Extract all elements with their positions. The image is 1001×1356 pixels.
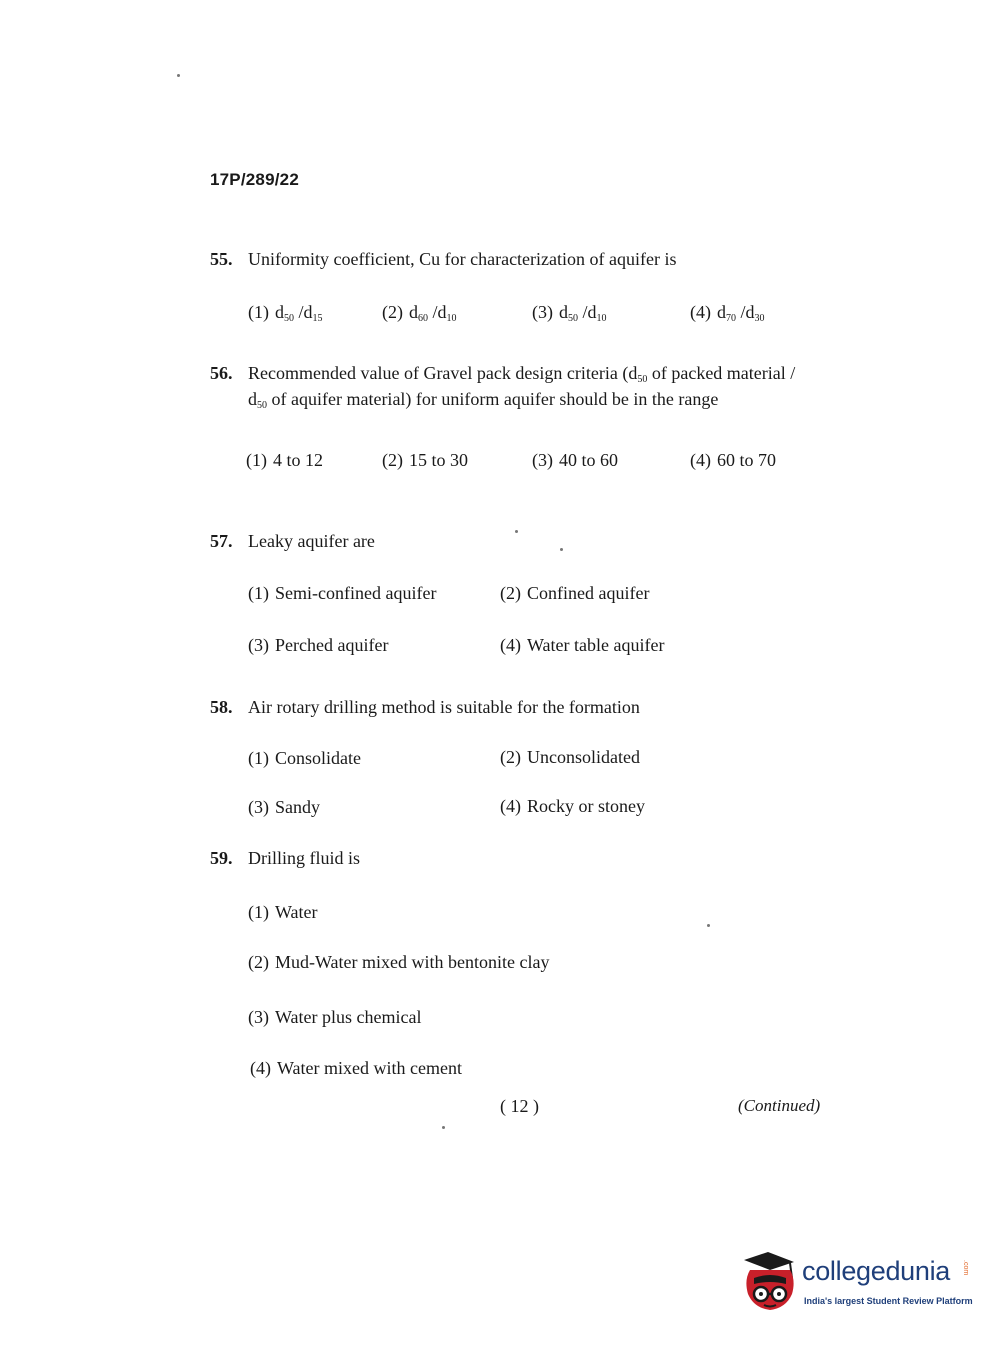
option-number: (4): [690, 302, 711, 322]
option-58-4[interactable]: [500, 794, 645, 818]
option-text: Water plus chemical: [275, 1007, 422, 1027]
option-number: (1): [248, 748, 269, 768]
option-number: (3): [532, 450, 553, 470]
option-text: 4 to 12: [273, 450, 324, 470]
question-number: 59.: [210, 848, 233, 868]
question-subscript: 50: [257, 400, 267, 411]
option-59-2[interactable]: [248, 950, 549, 974]
option-text: Water table aquifer: [527, 635, 665, 655]
continued-label: (Continued): [738, 1096, 821, 1115]
option-55-4[interactable]: [690, 300, 765, 324]
option-separator: /d: [736, 302, 755, 322]
option-number: (3): [248, 797, 269, 817]
option-56-4[interactable]: [690, 448, 776, 472]
option-number: (4): [500, 635, 521, 655]
question-text-part: Recommended value of Gravel pack design criteria (d: [248, 363, 638, 383]
option-57-4[interactable]: [500, 633, 664, 657]
option-subscript: 15: [312, 313, 323, 324]
option-59-3[interactable]: [248, 1005, 422, 1029]
question-number: 56.: [210, 363, 233, 383]
option-number: (4): [500, 796, 521, 816]
option-number: (3): [248, 1007, 269, 1027]
scan-speck: [442, 1126, 445, 1129]
option-number: (4): [690, 450, 711, 470]
option-separator: /d: [578, 302, 597, 322]
mascot-icon: [740, 1250, 802, 1320]
question-subscript: 50: [637, 374, 648, 385]
option-number: (2): [500, 747, 521, 767]
scan-speck: [560, 548, 563, 551]
brand-domain: .com: [962, 1260, 969, 1276]
option-text: Mud-Water mixed with bentonite clay: [275, 952, 550, 972]
option-text: Water: [275, 902, 318, 922]
option-subscript: 60: [418, 313, 428, 324]
option-number: (2): [500, 583, 521, 603]
option-56-3[interactable]: [532, 448, 618, 472]
question-text-part: of aquifer material) for uniform aquifer should be in the range: [267, 389, 719, 409]
question-text-part: of packed material /: [647, 363, 796, 383]
option-58-2[interactable]: [500, 745, 640, 769]
option-text: Consolidate: [275, 748, 361, 768]
brand-tagline: India's largest Student Review Platform: [804, 1296, 973, 1306]
option-55-3[interactable]: [532, 300, 607, 324]
scan-speck: [177, 74, 180, 77]
option-number: (1): [248, 583, 269, 603]
option-text: 60 to 70: [717, 450, 777, 470]
option-number: (2): [382, 302, 403, 322]
option-57-2[interactable]: [500, 581, 649, 605]
scan-speck: [707, 924, 710, 927]
option-separator: /d: [294, 302, 313, 322]
option-symbol: d: [559, 302, 568, 322]
scan-speck: [515, 530, 518, 533]
option-55-2[interactable]: [382, 300, 457, 324]
option-text: Semi-confined aquifer: [275, 583, 437, 603]
option-number: (2): [382, 450, 403, 470]
question-text: Air rotary drilling method is suitable for the formation: [248, 697, 640, 717]
question-text-part: d: [248, 389, 257, 409]
option-text: Water mixed with cement: [277, 1058, 462, 1078]
option-symbol: d: [717, 302, 726, 322]
option-58-1[interactable]: [248, 746, 361, 770]
option-separator: /d: [428, 302, 447, 322]
option-text: 40 to 60: [559, 450, 619, 470]
option-text: Perched aquifer: [275, 635, 389, 655]
collegedunia-logo: [740, 1250, 975, 1325]
brand-name: collegedunia: [802, 1256, 951, 1286]
question-text-line-2: [248, 386, 718, 412]
option-text: Confined aquifer: [527, 583, 650, 603]
option-subscript: 50: [568, 313, 578, 324]
option-text: 15 to 30: [409, 450, 469, 470]
option-56-2[interactable]: [382, 448, 468, 472]
option-59-4[interactable]: [250, 1056, 462, 1080]
question-text: Leaky aquifer are: [248, 531, 375, 551]
option-text: Rocky or stoney: [527, 796, 645, 816]
question-text: Drilling fluid is: [248, 848, 360, 868]
option-text: Unconsolidated: [527, 747, 640, 767]
option-56-1[interactable]: [246, 448, 323, 472]
option-59-1[interactable]: [248, 900, 318, 924]
option-number: (1): [248, 902, 269, 922]
paper-code: 17P/289/22: [210, 170, 299, 189]
option-number: (3): [532, 302, 553, 322]
option-subscript: 50: [284, 313, 294, 324]
option-subscript: 10: [596, 313, 607, 324]
option-number: (3): [248, 635, 269, 655]
option-55-1[interactable]: [248, 300, 323, 324]
option-number: (2): [248, 952, 269, 972]
option-symbol: d: [409, 302, 418, 322]
option-symbol: d: [275, 302, 284, 322]
question-text: [248, 360, 795, 386]
option-58-3[interactable]: [248, 795, 320, 819]
option-subscript: 10: [446, 313, 457, 324]
question-text: Uniformity coefficient, Cu for characterization of aquifer is: [248, 249, 677, 269]
question-number: 55.: [210, 249, 233, 269]
question-number: 57.: [210, 531, 233, 551]
question-number: 58.: [210, 697, 233, 717]
option-57-3[interactable]: [248, 633, 388, 657]
option-57-1[interactable]: [248, 581, 436, 605]
option-number: (1): [246, 450, 267, 470]
option-subscript: 70: [726, 313, 736, 324]
option-subscript: 30: [754, 313, 765, 324]
option-number: (4): [250, 1058, 271, 1078]
option-number: (1): [248, 302, 269, 322]
page-number: ( 12 ): [500, 1096, 539, 1116]
option-text: Sandy: [275, 797, 320, 817]
